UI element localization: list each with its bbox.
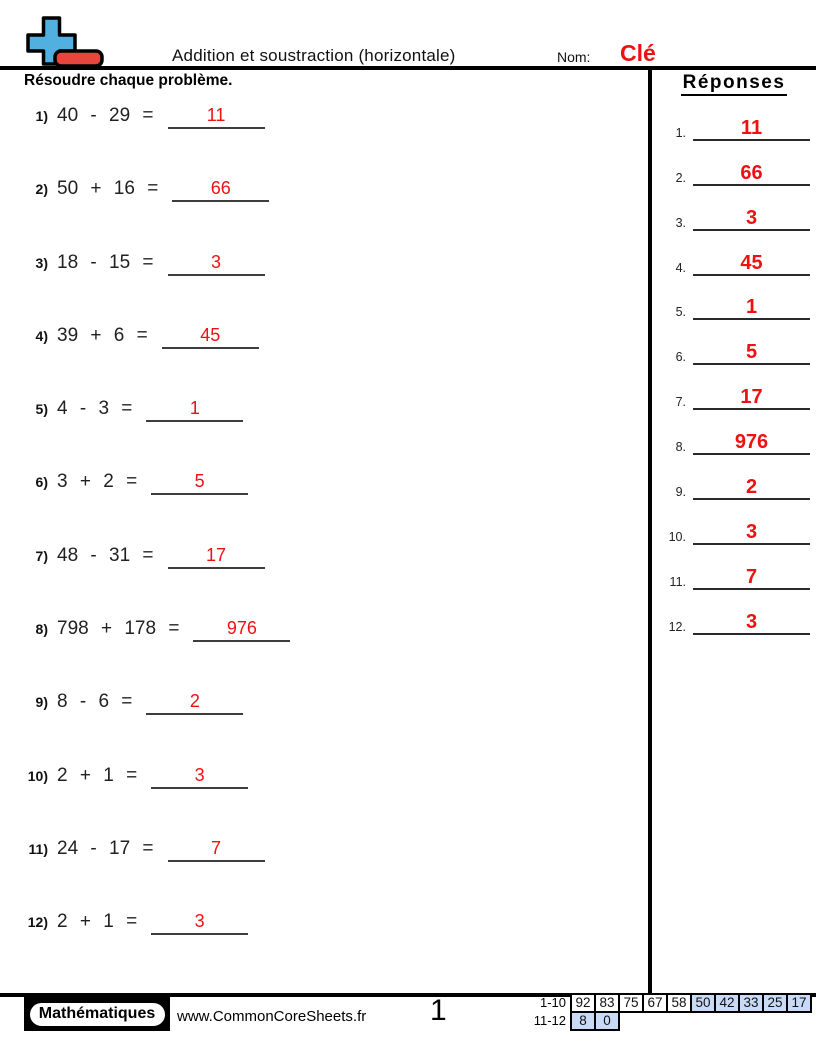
- answer-key-blank: [693, 163, 810, 186]
- answer-key-row: [658, 141, 812, 186]
- answer-key-number: 6.: [675, 350, 686, 365]
- problem-answer: 17: [206, 544, 227, 565]
- problem-number: 9): [35, 694, 48, 711]
- answer-blank: [151, 911, 248, 935]
- problem-row: [24, 902, 624, 975]
- header-divider: [0, 66, 816, 70]
- problem-answer: 1: [189, 398, 200, 419]
- problem-row: [24, 169, 624, 242]
- subject-badge-label: Mathématiques: [38, 1005, 156, 1022]
- answer-key-number: 1.: [675, 125, 686, 140]
- page-number: 1: [430, 994, 447, 1027]
- answer-key-row: [658, 545, 812, 590]
- problem-answer: 3: [194, 911, 205, 932]
- answer-key-row: [658, 500, 812, 545]
- answer-key-row: [658, 590, 812, 635]
- problem-answer: 2: [189, 691, 200, 712]
- answer-key-number: 7.: [675, 395, 686, 410]
- answer-key-value: 976: [734, 431, 769, 454]
- answer-blank: [172, 178, 269, 202]
- answer-key-number: 3.: [675, 215, 686, 230]
- answer-key-value: 45: [740, 251, 763, 274]
- problem-row: [24, 756, 624, 829]
- problem-expression: 18 - 15 =: [57, 251, 154, 273]
- problem-expression: 2 + 1 =: [57, 911, 138, 933]
- answer-key-number: 12.: [668, 619, 686, 634]
- answer-key-value: 5: [745, 341, 758, 364]
- problem-answer: 3: [211, 251, 222, 272]
- score-row-label: 11-12: [533, 1013, 566, 1028]
- answer-key-list: [658, 96, 812, 635]
- problem-number: 2): [35, 181, 48, 198]
- name-label: Nom:: [557, 49, 591, 65]
- answer-blank: [146, 691, 243, 715]
- name-value: Clé: [620, 40, 656, 66]
- problem-number: 5): [35, 401, 48, 418]
- answer-key-value: 3: [745, 520, 758, 543]
- problem-row: [24, 536, 624, 609]
- answer-blank: [146, 398, 243, 422]
- problem-answer: 45: [200, 324, 221, 345]
- answer-key-value: 17: [740, 386, 763, 409]
- problem-number: 10): [27, 767, 48, 784]
- answer-blank: [168, 838, 265, 862]
- problem-number: 3): [35, 254, 48, 271]
- answer-blank: [151, 765, 248, 789]
- problem-expression: 798 + 178 =: [57, 618, 180, 640]
- score-cell: 58: [666, 993, 692, 1013]
- problem-row: [24, 389, 624, 462]
- instructions-text: Résoudre chaque problème.: [24, 72, 233, 89]
- score-table: [532, 993, 812, 1031]
- problem-expression: 8 - 6 =: [57, 691, 133, 713]
- answer-key-value: 2: [745, 476, 758, 499]
- answer-key-blank: [693, 432, 810, 455]
- problem-number: 8): [35, 621, 48, 638]
- answer-key-number: 2.: [675, 170, 686, 185]
- answer-key-blank: [693, 297, 810, 320]
- answer-key-number: 10.: [668, 529, 686, 544]
- problem-number: 12): [27, 914, 48, 931]
- problem-expression: 50 + 16 =: [57, 178, 159, 200]
- problem-answer: 976: [226, 618, 257, 639]
- answer-key-row: [658, 231, 812, 276]
- answer-key-blank: [693, 612, 810, 635]
- score-cell: 25: [762, 993, 788, 1013]
- answer-key-number: 8.: [675, 440, 686, 455]
- subject-badge: [24, 997, 170, 1031]
- answer-key-blank: [693, 522, 810, 545]
- score-cell: 0: [594, 1011, 620, 1031]
- problem-number: 11): [28, 840, 48, 857]
- answer-key-row: [658, 410, 812, 455]
- answer-key-blank: [693, 477, 810, 500]
- problem-expression: 40 - 29 =: [57, 105, 154, 126]
- answer-key-number: 9.: [675, 485, 686, 500]
- answer-key-value: 11: [740, 116, 763, 139]
- answer-key-row: [658, 320, 812, 365]
- answer-key-row: [658, 455, 812, 500]
- answer-key-row: [658, 186, 812, 231]
- score-cell: 67: [642, 993, 668, 1013]
- answer-blank: [193, 618, 290, 642]
- problem-row: [24, 609, 624, 682]
- answer-blank: [151, 471, 248, 495]
- score-cell: 17: [786, 993, 812, 1013]
- worksheet-title: Addition et soustraction (horizontale): [172, 46, 456, 65]
- problem-row: [24, 96, 624, 169]
- score-row: [532, 993, 812, 1013]
- problem-expression: 48 - 31 =: [57, 544, 154, 566]
- score-row: [532, 1011, 812, 1031]
- answer-key-row: [658, 96, 812, 141]
- score-cell: 42: [714, 993, 740, 1013]
- answer-key-number: 11.: [669, 574, 686, 589]
- answer-key-blank: [693, 208, 810, 231]
- answers-header: Réponses: [656, 72, 812, 94]
- problem-answer: 3: [194, 764, 205, 785]
- answer-key-number: 4.: [675, 260, 686, 275]
- answer-blank: [168, 545, 265, 569]
- problem-number: 4): [35, 327, 48, 344]
- problems-list: [24, 96, 624, 976]
- answer-key-blank: [693, 342, 810, 365]
- score-cell: 50: [690, 993, 716, 1013]
- problem-number: 6): [35, 474, 48, 491]
- answer-key-blank: [693, 253, 810, 276]
- score-cell: 75: [618, 993, 644, 1013]
- score-row-label: 1-10: [539, 995, 566, 1010]
- answer-key-value: 7: [745, 565, 758, 588]
- problem-answer: 11: [206, 105, 226, 125]
- problem-answer: 7: [211, 837, 222, 858]
- problem-expression: 4 - 3 =: [57, 398, 133, 420]
- problem-expression: 3 + 2 =: [57, 471, 138, 493]
- answer-key-blank: [693, 387, 810, 410]
- problem-answer: 5: [194, 471, 205, 492]
- answer-key-blank: [693, 567, 810, 590]
- vertical-divider: [648, 70, 652, 993]
- problem-expression: 24 - 17 =: [57, 837, 154, 859]
- answer-blank: [168, 252, 265, 276]
- problem-row: [24, 682, 624, 755]
- score-cell: 92: [570, 993, 596, 1013]
- answer-key-row: [658, 276, 812, 321]
- problem-number: 7): [35, 547, 48, 564]
- score-cell: 8: [570, 1011, 596, 1031]
- website-text: www.CommonCoreSheets.fr: [177, 1008, 367, 1025]
- score-cell: 33: [738, 993, 764, 1013]
- answer-key-value: 3: [745, 610, 758, 633]
- problem-row: [24, 829, 624, 902]
- problem-row: [24, 243, 624, 316]
- answer-key-value: 1: [745, 296, 758, 319]
- answer-key-value: 3: [745, 206, 758, 229]
- problem-expression: 2 + 1 =: [57, 764, 138, 786]
- problem-number: 1): [35, 108, 48, 124]
- score-cell: 83: [594, 993, 620, 1013]
- problem-answer: 66: [210, 178, 231, 199]
- problem-row: [24, 462, 624, 535]
- answer-key-row: [658, 365, 812, 410]
- answer-blank: [162, 325, 259, 349]
- problem-row: [24, 316, 624, 389]
- answer-key-blank: [693, 118, 810, 141]
- problem-expression: 39 + 6 =: [57, 324, 148, 346]
- answer-blank: [168, 105, 265, 129]
- answer-key-number: 5.: [675, 305, 686, 320]
- answer-key-value: 66: [740, 161, 763, 184]
